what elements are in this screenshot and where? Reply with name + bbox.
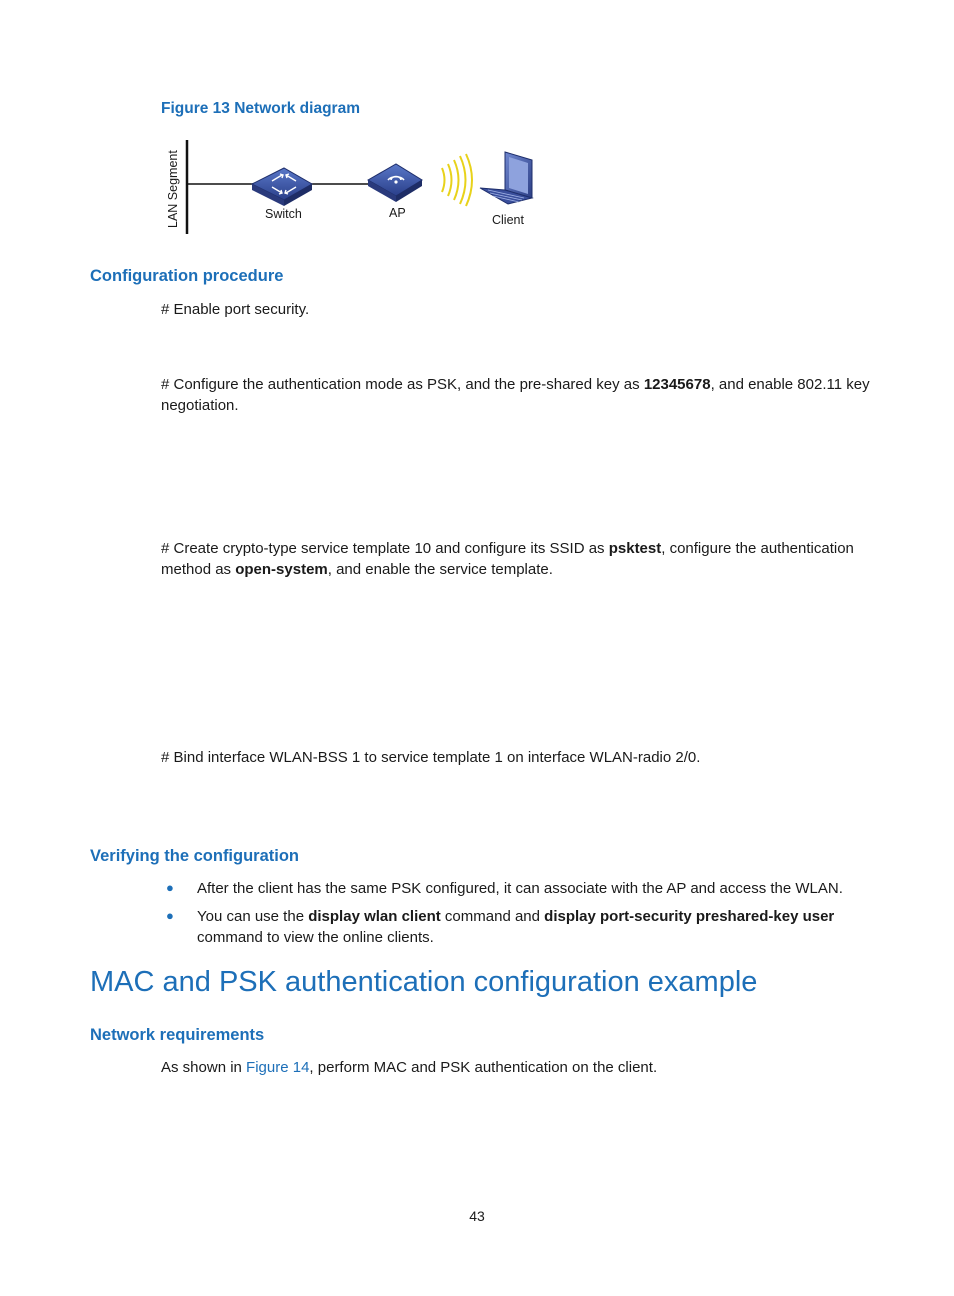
verify-heading: Verifying the configuration <box>90 847 300 865</box>
step-configure-psk: # Configure the authentication mode as PSK, and the pre-shared key as 12345678, and enable 802.11 key negotiation. <box>161 376 870 414</box>
step-enable-port-security: # Enable port security. <box>161 301 310 318</box>
verify-bullet-2: You can use the display wlan client command and display port-security preshared-key user command to view the online clients. <box>197 908 835 946</box>
lan-segment-label: LAN Segment <box>166 150 180 228</box>
ap-label: AP <box>389 206 406 220</box>
auth-method-value: open-system <box>235 561 328 578</box>
switch-label: Switch <box>265 207 302 221</box>
config-procedure-heading: Configuration procedure <box>90 267 284 285</box>
section-title: MAC and PSK authentication configuration example <box>90 966 758 998</box>
figure-14-link[interactable]: Figure 14 <box>246 1059 310 1076</box>
network-requirements-text: As shown in Figure 14, perform MAC and PSK authentication on the client. <box>161 1059 658 1076</box>
bullet-dot-icon: ● <box>166 880 174 895</box>
network-requirements-heading: Network requirements <box>90 1026 265 1044</box>
switch-icon <box>252 168 312 206</box>
ap-icon <box>368 164 422 202</box>
step-create-service-template: # Create crypto-type service template 10 and configure its SSID as psktest, configure the authentication method as open-system, and enable the service template. <box>161 540 854 578</box>
ssid-value: psktest <box>608 540 662 557</box>
page-number: 43 <box>469 1208 485 1224</box>
client-label: Client <box>492 213 524 227</box>
psk-key: 12345678 <box>643 376 711 393</box>
bullet-dot-icon: ● <box>166 908 174 923</box>
verify-bullet-1: After the client has the same PSK configured, it can associate with the AP and access the WLAN. <box>197 880 843 897</box>
wireless-signal-icon <box>442 154 472 206</box>
laptop-icon <box>480 152 532 204</box>
figure-caption: Figure 13 Network diagram <box>161 100 360 117</box>
step-bind-interface: # Bind interface WLAN-BSS 1 to service template 1 on interface WLAN-radio 2/0. <box>161 749 701 766</box>
